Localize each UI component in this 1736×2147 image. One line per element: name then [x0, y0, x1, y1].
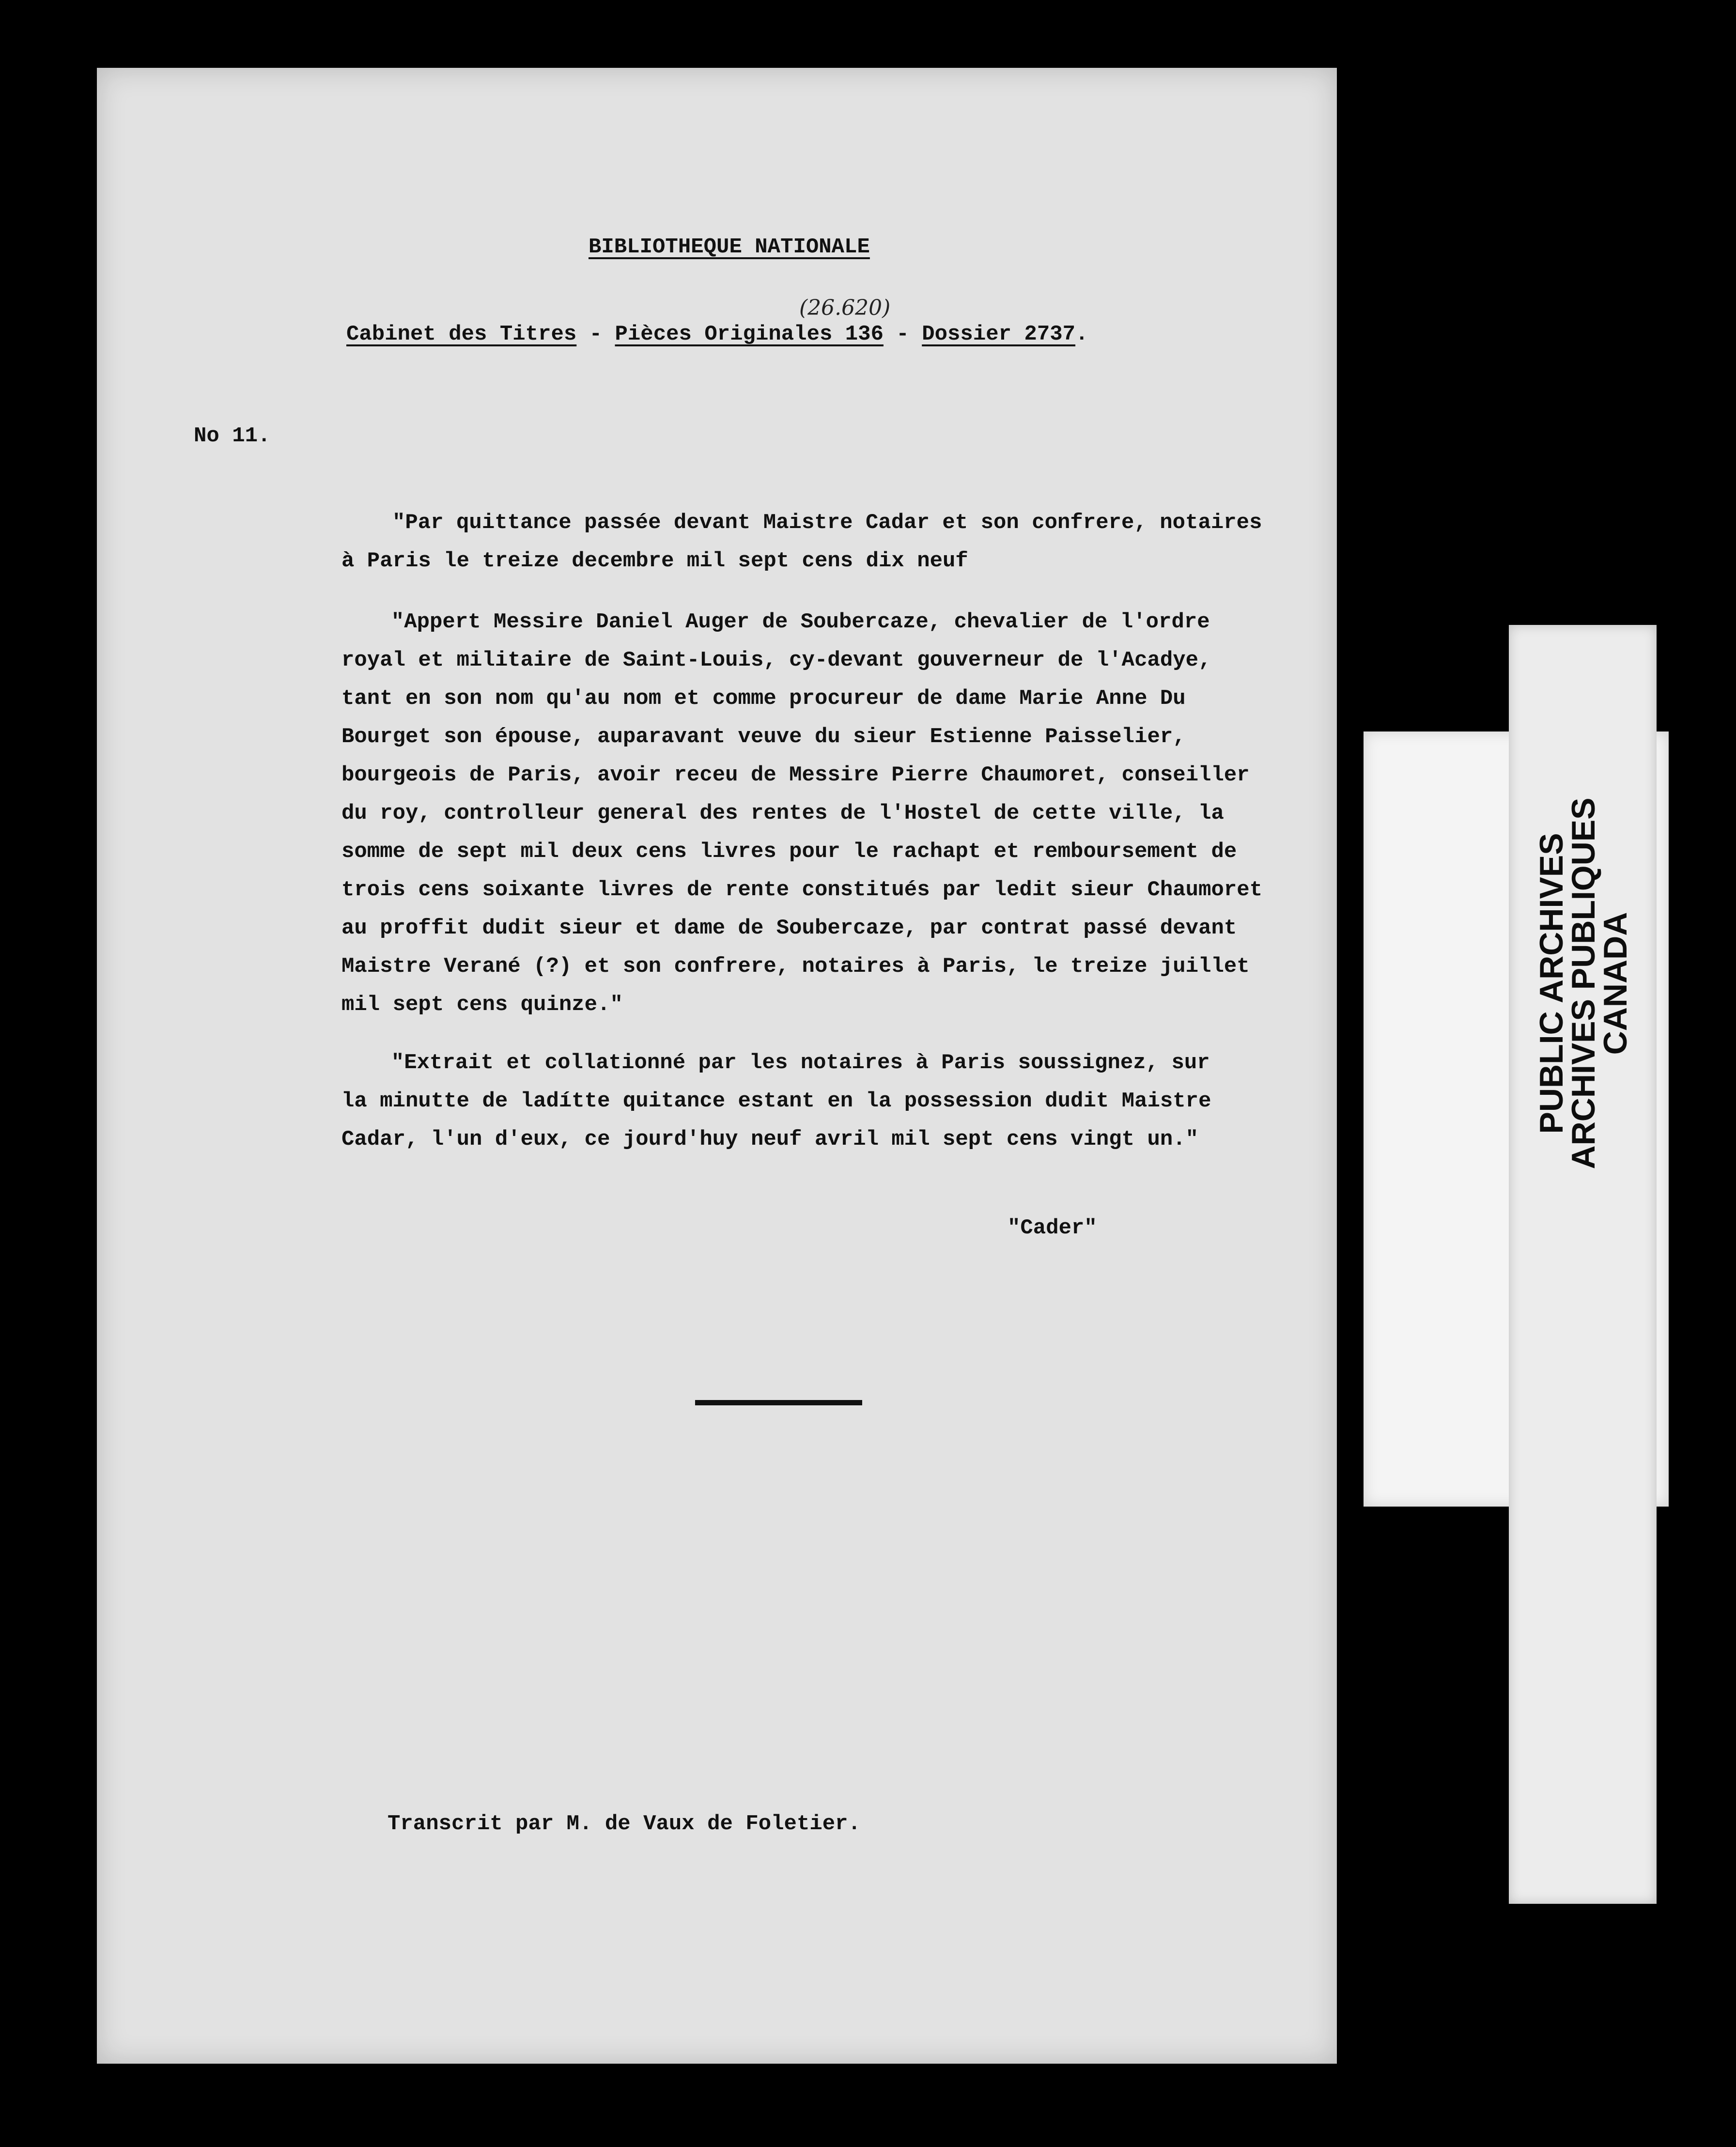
section-divider — [695, 1400, 862, 1405]
paragraph-line: tant en son nom qu'au nom et comme procureur de dame Marie Anne Du — [341, 686, 1186, 711]
page-title: BIBLIOTHEQUE NATIONALE — [589, 235, 870, 259]
archives-stamp — [1533, 644, 1634, 1322]
stamp-line: PUBLIC ARCHIVES — [1533, 833, 1570, 1134]
paragraph-attestation — [341, 1044, 1211, 1159]
paragraph-line: "Appert Messire Daniel Auger de Soubercaze, chevalier de l'ordre — [366, 610, 1210, 634]
paragraph-line: du roy, controlleur general des rentes de l'Hostel de cette ville, la — [341, 801, 1224, 825]
archives-stamp-strip — [1509, 625, 1657, 1904]
paragraph-line: bourgeois de Paris, avoir receu de Messire Pierre Chaumoret, conseiller — [341, 763, 1250, 787]
paragraph-line: royal et militaire de Saint-Louis, cy-devant gouverneur de l'Acadye, — [341, 648, 1211, 672]
stamp-line: ARCHIVES PUBLIQUES — [1565, 797, 1602, 1169]
separator: - — [884, 322, 922, 346]
source-reference-line — [346, 322, 1088, 346]
paragraph-line: mil sept cens quinze." — [341, 993, 623, 1017]
paragraph-line: au proffit dudit sieur et dame de Soubercaze, par contrat passé devant — [341, 916, 1237, 940]
paragraph-line: Bourget son épouse, auparavant veuve du sieur Estienne Paisselier, — [341, 725, 1186, 749]
document-number: No 11. — [194, 424, 271, 448]
paragraph-line: à Paris le treize decembre mil sept cens dix neuf — [341, 549, 968, 573]
dossier-reference: Dossier 2737 — [922, 322, 1076, 346]
paragraph-line: "Par quittance passée devant Maistre Cadar et son confrere, notaires — [392, 511, 1262, 535]
cabinet-name: Cabinet des Titres — [346, 322, 577, 346]
end-punctuation: . — [1075, 322, 1088, 346]
paragraph-line: Cadar, l'un d'eux, ce jourd'huy neuf avril mil sept cens vingt un." — [341, 1127, 1199, 1151]
paragraph-line: "Extrait et collationné par les notaires à Paris soussignez, sur — [366, 1051, 1210, 1075]
transcriber-credit: Transcrit par M. de Vaux de Foletier. — [388, 1812, 861, 1836]
signature: "Cader" — [1008, 1216, 1097, 1240]
pieces-reference: Pièces Originales 136 — [615, 322, 884, 346]
paragraph-receipt-intro — [341, 504, 1262, 580]
separator: - — [576, 322, 615, 346]
paragraph-receipt-body — [341, 603, 1262, 1024]
handwritten-reference-number: (26.620) — [799, 296, 891, 320]
stamp-line: CANADA — [1597, 912, 1634, 1055]
paragraph-line: somme de sept mil deux cens livres pour le rachapt et remboursement de — [341, 840, 1237, 864]
paragraph-line: trois cens soixante livres de rente constitués par ledit sieur Chaumoret — [341, 878, 1263, 902]
typed-document-page — [97, 68, 1337, 2064]
paragraph-line: Maistre Verané (?) et son confrere, notaires à Paris, le treize juillet — [341, 954, 1250, 979]
paragraph-line: la minutte de ladítte quitance estant en la possession dudit Maistre — [341, 1089, 1211, 1113]
